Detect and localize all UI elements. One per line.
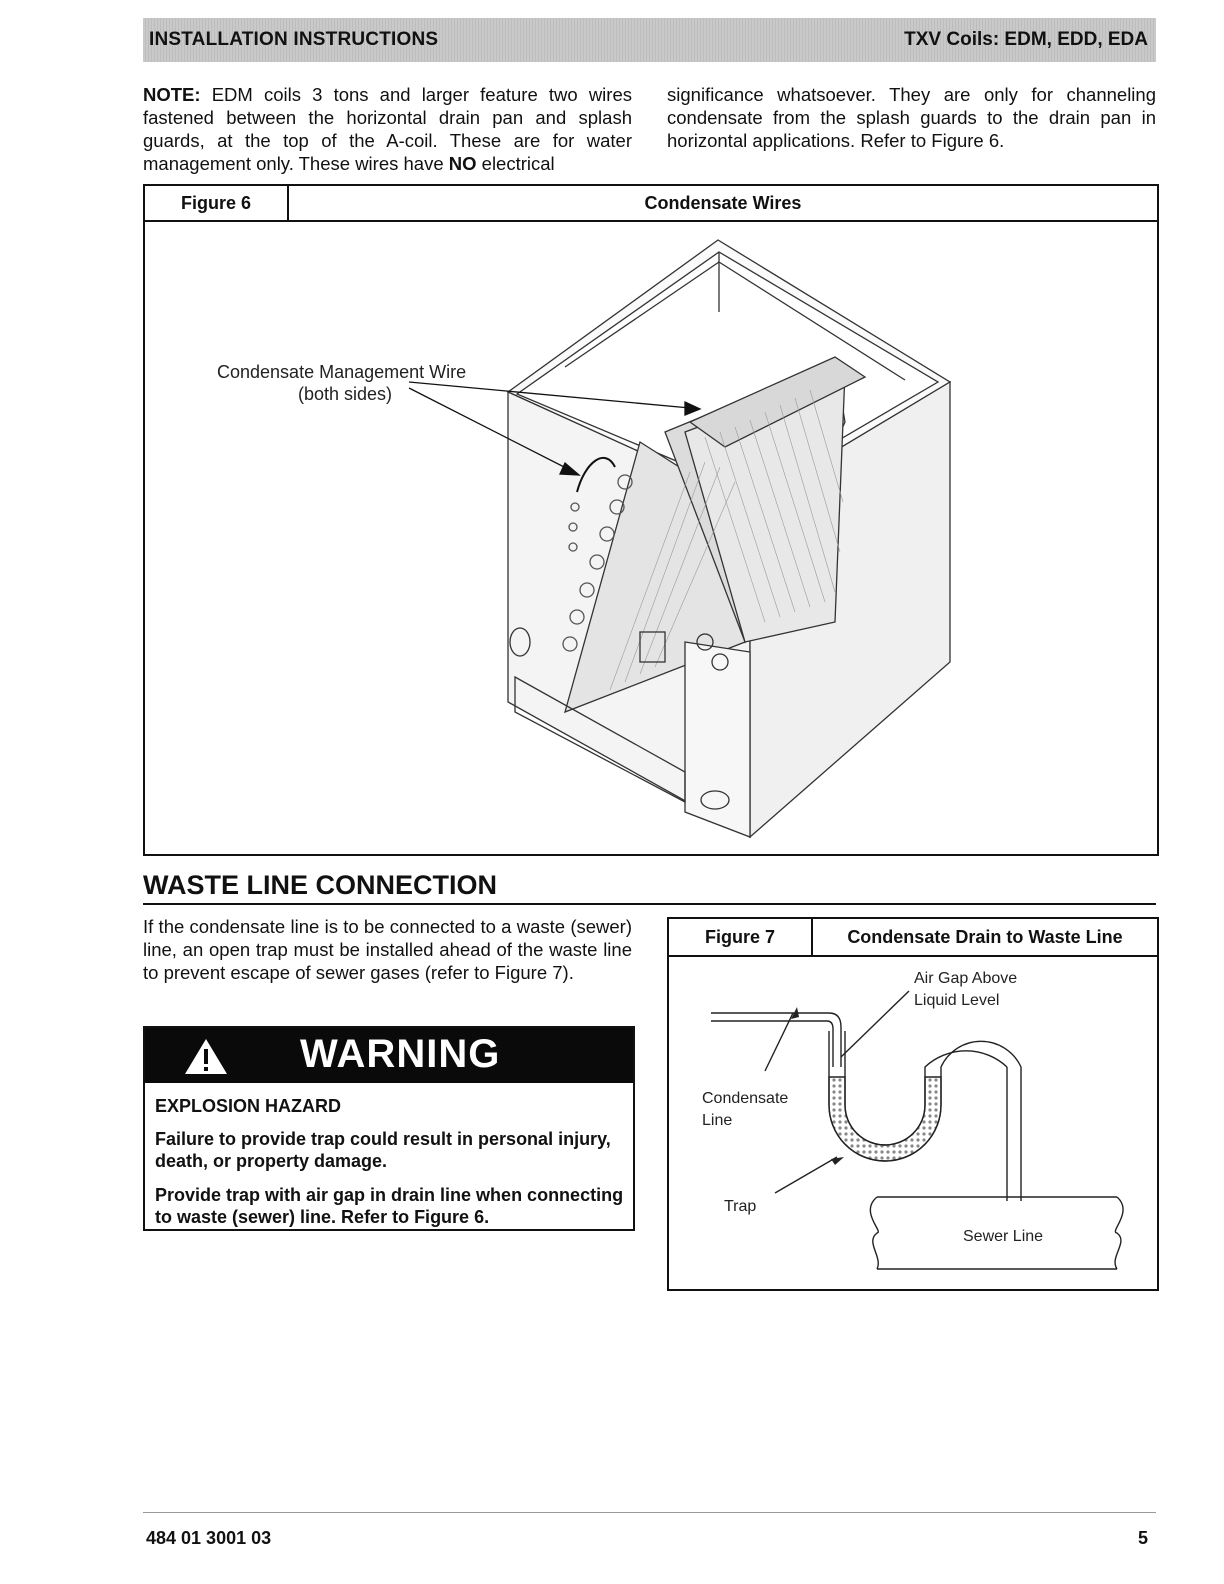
note-paragraph-col2: significance whatsoever. They are only for channeling condensate from the splash guards to the drain pan in horizontal applications. Refer to Figure 6.: [667, 84, 1156, 151]
warning-consequence: Failure to provide trap could result in personal injury, death, or property damage.: [155, 1129, 611, 1171]
figure-7-number: Figure 7: [669, 919, 813, 955]
warning-triangle-icon: [183, 1036, 229, 1076]
figure-6-header: [145, 186, 1157, 222]
label-sewer-line: Sewer Line: [963, 1228, 1044, 1245]
label-condensate-1: Condensate: [702, 1090, 789, 1107]
trap-diagram: [669, 957, 1157, 1289]
warning-banner: [145, 1028, 633, 1083]
label-condensate-2: Line: [702, 1112, 733, 1129]
figure-6: [143, 184, 1159, 856]
note-text-a: EDM coils 3 tons and larger feature two wires fastened between the horizontal drain pan and splash guards, at the top of the A-coil. These are for water management only. These wires have: [143, 84, 632, 174]
label-air-gap-1: Air Gap Above: [914, 970, 1018, 987]
page-header-bar: [143, 18, 1156, 62]
figure-7-title: Condensate Drain to Waste Line: [847, 927, 1123, 947]
warning-box: [143, 1026, 635, 1231]
callout-condensate-wire: Condensate Management Wire: [217, 362, 467, 382]
coil-cabinet-illustration: [145, 222, 1157, 854]
callout-both-sides: (both sides): [298, 384, 393, 404]
note-paragraph-col1: [143, 83, 632, 175]
figure-6-title: Condensate Wires: [644, 193, 802, 213]
waste-line-paragraph: If the condensate line is to be connected to a waste (sewer) line, an open trap must be installed ahead of the waste line to prevent escape of sewer gases (refer to Figure 7).: [143, 916, 632, 983]
footer-part-number: 484 01 3001 03: [146, 1528, 272, 1548]
section-rule: [143, 903, 1156, 905]
warning-instruction: Provide trap with air gap in drain line when connecting to waste (sewer) line. Refer to Figure 6.: [155, 1185, 624, 1227]
header-model: TXV Coils: EDM, EDD, EDA: [904, 29, 1148, 50]
footer-rule: [143, 1512, 1156, 1513]
note-text-b: electrical: [476, 153, 555, 174]
warning-word: WARNING: [300, 1032, 501, 1076]
section-title-waste-line: WASTE LINE CONNECTION: [143, 870, 498, 900]
figure-7: [667, 917, 1159, 1291]
warning-hazard: EXPLOSION HAZARD: [155, 1096, 342, 1116]
footer-page-number: 5: [1138, 1528, 1149, 1548]
note-no: NO: [448, 153, 477, 174]
note-label: NOTE:: [143, 84, 201, 105]
label-air-gap-2: Liquid Level: [914, 992, 1000, 1009]
figure-6-number: Figure 6: [145, 186, 289, 220]
label-trap: Trap: [724, 1198, 757, 1215]
header-title: INSTALLATION INSTRUCTIONS: [149, 29, 439, 50]
figure-7-header: [669, 919, 1157, 957]
